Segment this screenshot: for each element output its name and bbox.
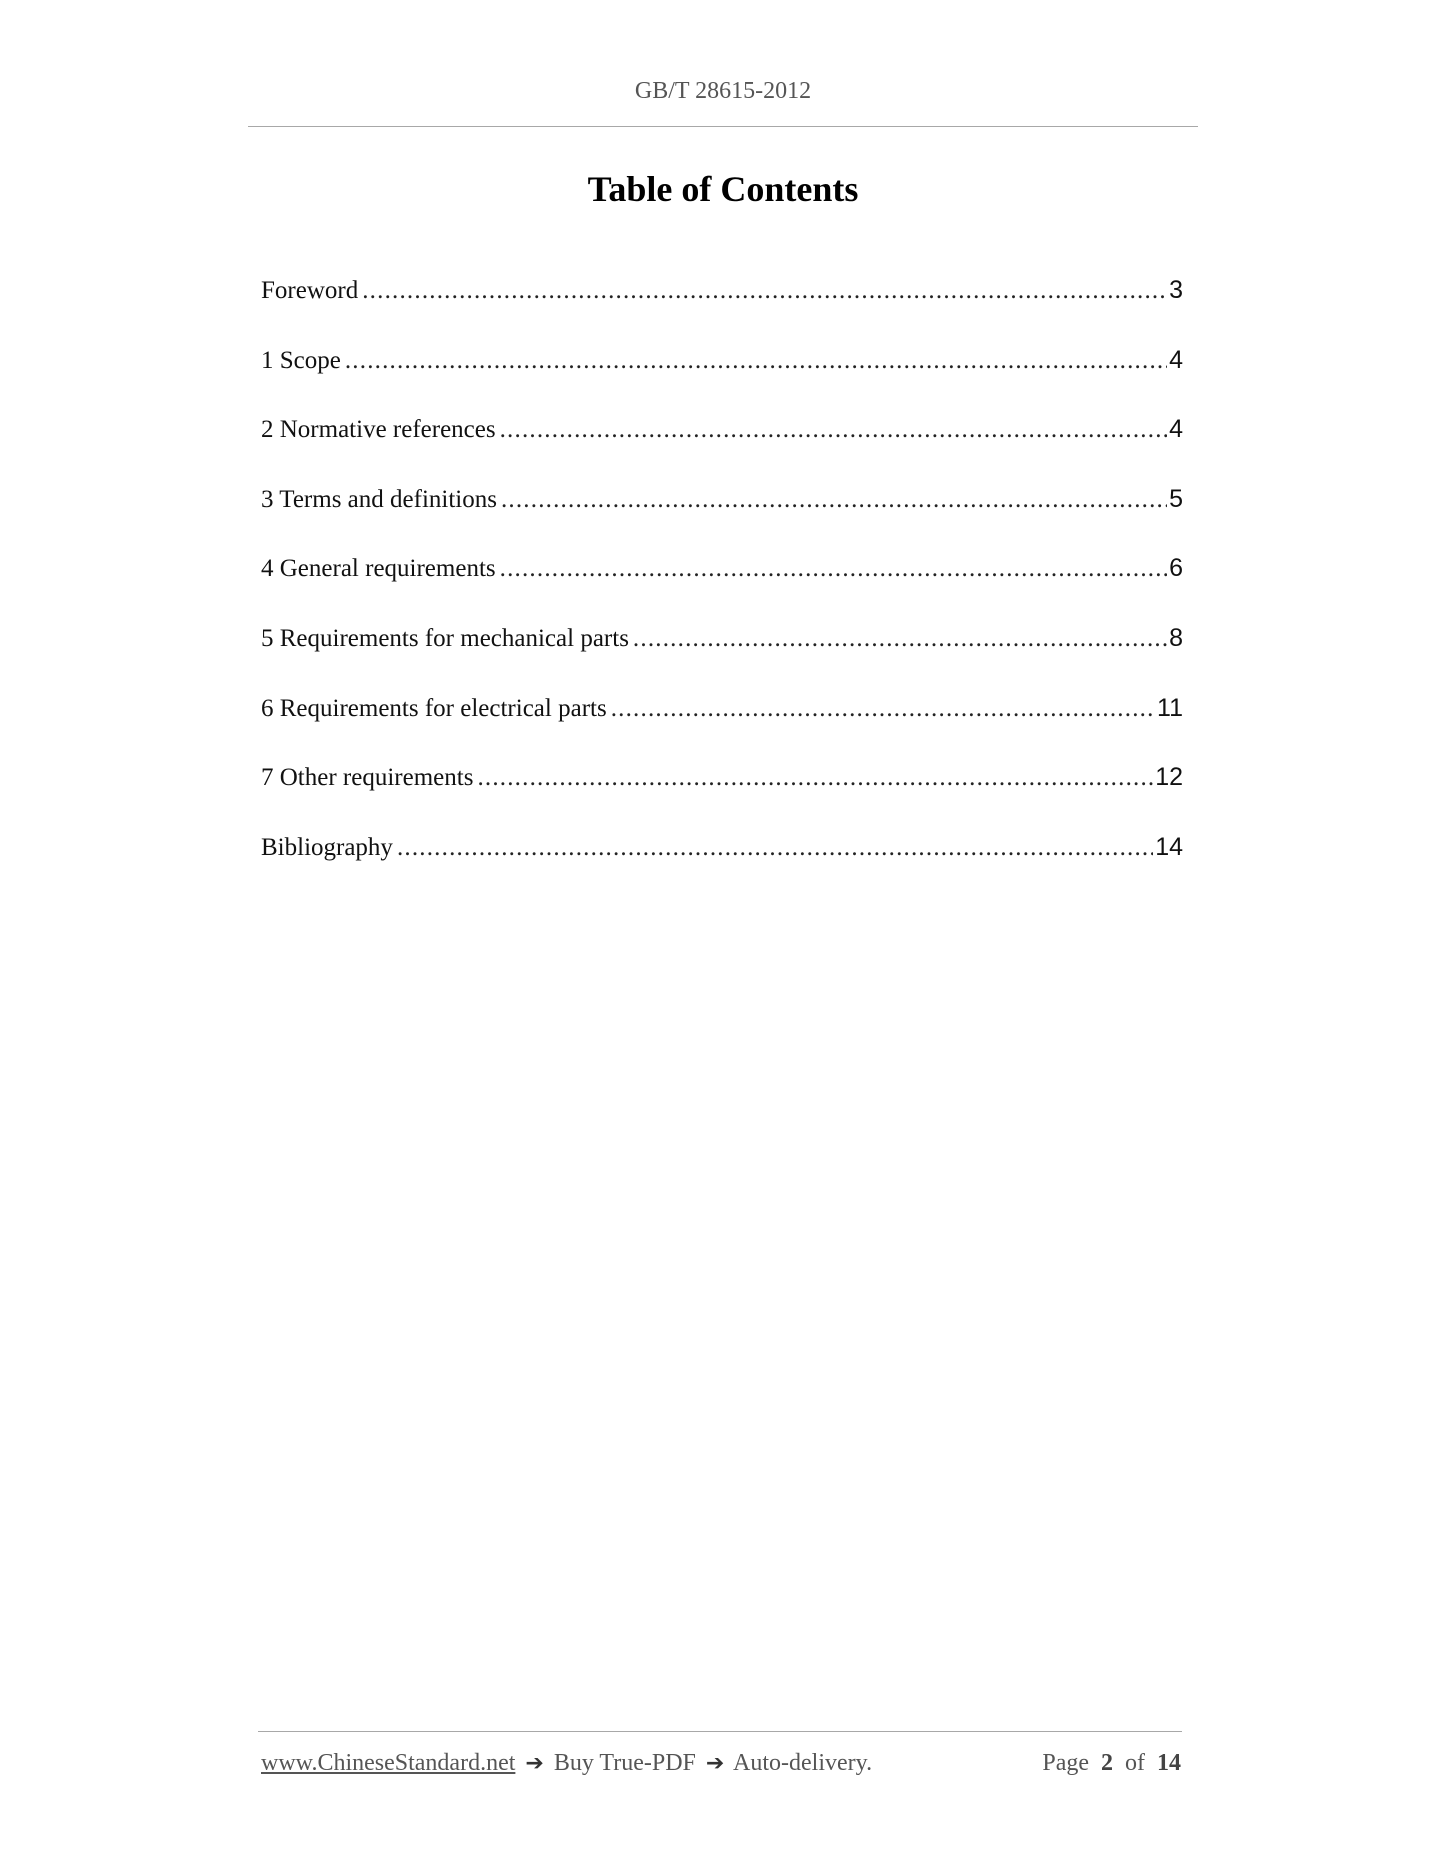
toc-leader-dots bbox=[477, 764, 1153, 792]
toc-entry-page: 5 bbox=[1169, 484, 1183, 513]
toc-leader-dots bbox=[633, 625, 1167, 653]
of-word: of bbox=[1125, 1750, 1145, 1776]
toc-entry-electrical-parts[interactable] bbox=[261, 694, 1183, 764]
toc-leader-dots bbox=[362, 277, 1167, 305]
total-pages: 14 bbox=[1157, 1750, 1181, 1776]
toc-entry-page: 12 bbox=[1155, 763, 1183, 792]
toc-entry-other-requirements[interactable] bbox=[261, 763, 1183, 833]
site-link[interactable]: www.ChineseStandard.net bbox=[261, 1750, 516, 1776]
toc-entry-terms-definitions[interactable] bbox=[261, 485, 1183, 555]
toc-entry-page: 6 bbox=[1169, 554, 1183, 583]
right-arrow-icon: ➔ bbox=[705, 1751, 725, 1776]
footer-divider bbox=[258, 1731, 1182, 1732]
toc-entry-scope[interactable] bbox=[261, 346, 1183, 416]
toc-entry-page: 11 bbox=[1157, 693, 1183, 722]
toc-title: Table of Contents bbox=[587, 169, 859, 209]
toc-entry-label: 1 Scope bbox=[261, 346, 341, 374]
toc-entry-mechanical-parts[interactable] bbox=[261, 624, 1183, 694]
toc-entry-label: Foreword bbox=[261, 277, 359, 304]
toc-entry-label: 4 General requirements bbox=[261, 555, 496, 583]
toc-entry-normative-references[interactable] bbox=[261, 415, 1183, 485]
right-arrow-icon: ➔ bbox=[525, 1751, 544, 1776]
toc-entry-label: 3 Terms and definitions bbox=[261, 485, 497, 513]
header-divider bbox=[248, 126, 1198, 127]
footer-promo bbox=[261, 1750, 872, 1777]
toc-leader-dots bbox=[397, 834, 1153, 862]
toc-entry-general-requirements[interactable] bbox=[261, 554, 1183, 624]
toc-entry-page: 3 bbox=[1169, 276, 1183, 304]
toc-entry-label: 6 Requirements for electrical parts bbox=[261, 694, 607, 722]
toc-entry-page: 8 bbox=[1169, 623, 1183, 652]
page-header-doc-id: GB/T 28615-2012 bbox=[634, 78, 812, 104]
toc-leader-dots bbox=[345, 347, 1167, 375]
toc-entry-label: Bibliography bbox=[261, 833, 393, 861]
toc-leader-dots bbox=[500, 555, 1167, 583]
toc-entry-page: 4 bbox=[1169, 345, 1183, 374]
toc-entry-foreword[interactable] bbox=[261, 276, 1183, 346]
toc-leader-dots bbox=[500, 416, 1167, 444]
toc-entry-page: 14 bbox=[1155, 832, 1183, 861]
toc-entry-label: 2 Normative references bbox=[261, 416, 496, 444]
toc-entry-page: 4 bbox=[1169, 415, 1183, 444]
footer-step-buy: Buy True-PDF bbox=[553, 1750, 696, 1776]
toc-leader-dots bbox=[501, 486, 1167, 514]
toc-list bbox=[261, 276, 1183, 902]
footer-step-delivery: Auto-delivery. bbox=[733, 1750, 873, 1776]
toc-entry-label: 5 Requirements for mechanical parts bbox=[261, 624, 629, 652]
page-word: Page bbox=[1042, 1750, 1089, 1776]
current-page: 2 bbox=[1101, 1750, 1113, 1776]
toc-entry-bibliography[interactable] bbox=[261, 833, 1183, 903]
page-number bbox=[1042, 1750, 1181, 1777]
toc-leader-dots bbox=[611, 695, 1155, 723]
toc-entry-label: 7 Other requirements bbox=[261, 764, 474, 792]
